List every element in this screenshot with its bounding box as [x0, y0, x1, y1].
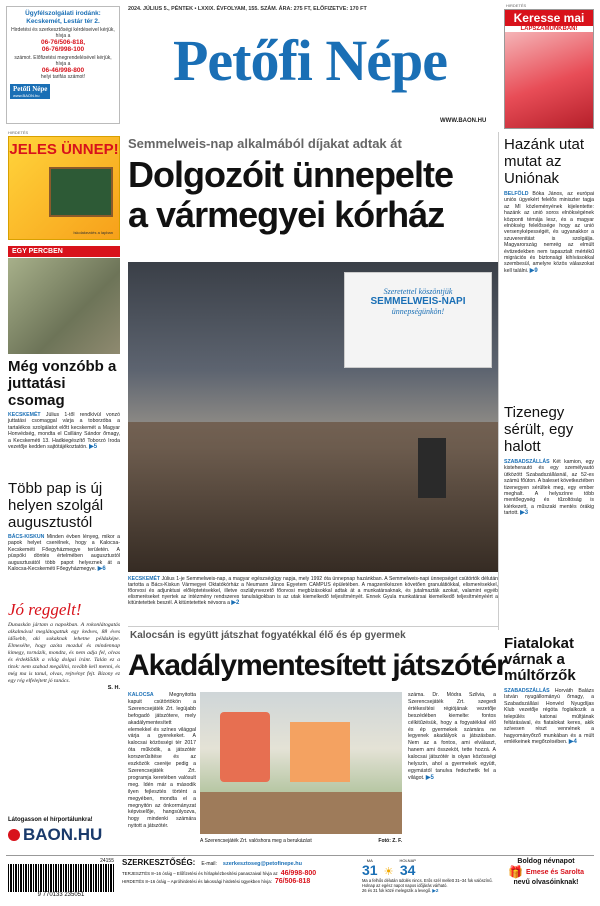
playground-text-2: száma. Dr. Módra Szilvia, a Szerencsejáték Zrt. szegedi értékesítési régiójának vezetője beszédében kiemelte: fontos célkitűzésük, hogy a fogyatékkal élő és ép gyermekek számára ne legyenek akadályok a játszásban. Nem az a fontos, ami elválaszt, hanem ami összeköt, tette hozzá. A kalocsai játszótér is olyan közösségi helyszín, ahol a gyermekek együtt, egymástól tanulva fedezhetik fel a világot.: [408, 692, 496, 781]
play-house: [290, 722, 350, 782]
article-hazank: Hazánk utat mutat az Uniónak BELFÖLD Bóka János, az európai uniós ügyekért felelős miniszter tagja az MI közleményének kijelentette: hazánk az unió soros elnökségének központi témája lesz, és a magyar elnökség felelőssége hogy az unió versenyképességét, és ugyanakkor a szuverenitást is szolgálja. Magyarország nemrég az elmúlt évtizedekben nem tapasztalt mértékű migrációs és biztonsági kihívásokkal szembesül, amelyre közös válaszokat kell találni. ▶9: [504, 136, 594, 274]
service-title: Ügyfélszolgálati irodánk: Kecskemét, Lestár tér 2.: [25, 10, 101, 25]
service-text-2: számot. Előfizetési megrendelésével kérjük, hívja a: [14, 55, 112, 67]
barcode: [8, 858, 114, 902]
a2-location: BÁCS-KISKUN: [8, 534, 45, 540]
weather-today-temp: 31: [362, 862, 378, 878]
ads-line-1: TERJESZTÉS 8–16 óráig – Előfizetési és hírlapkézbesítési panaszaival hívja az: [122, 871, 278, 876]
article-fiatalokat: Fiatalokat várnak a múltőrzők SZABADSZÁLLÁS Horváth Balázs István nyugállományú őrnagy, a Szabadszállási Honvéd Nyugdíjas Klub vezetője régóta foglalkozik a település katonai múltjának feltárásával, és fiatalokat keres, akik szívesen részt vennének a hagyományőrző munkában és a múlt emlékeinek megőrzésében. ▶4: [504, 635, 594, 746]
sun-icon: ☀: [383, 866, 394, 878]
playground-photo: [200, 692, 402, 834]
baon-logo-icon: [8, 829, 20, 841]
phone-1: 06-76/506-818,: [40, 39, 86, 46]
egy-percben-label: EGY PERCBEN: [8, 246, 120, 257]
chalkboard: [49, 167, 113, 217]
email-address[interactable]: szerkesztoseg@petofinepe.hu: [222, 861, 302, 867]
phone-b[interactable]: 76/506-818: [274, 878, 311, 885]
lead-headline[interactable]: [128, 155, 498, 235]
weather-today-label: MA: [366, 858, 373, 863]
jeles-title: JELES ÜNNEP!: [9, 141, 119, 158]
lead-caption-loc: KECSKEMÉT: [128, 576, 160, 582]
playground-text-1: Megnyitotta kapuit csütörtökön a Szerencsejáték Zrt. legújabb befogadó játszótere, mely akadálymentesített elemekkel és színes világgal várja a gyerekeket. A kalocsai közösségi tér 2017 óta működik, a játszótér korszerűsítése és az eszközök cseréje pedig a Szerencsejáték Zrt. programja keretében valósult meg. Idén már a második ilyen fejlesztés történt a megyében, mondta el a megnyitón az önkormányzat képviselője, hangsúlyozva, hogy mindenki számára nyitott a játszótér.: [128, 692, 196, 830]
a2-headline[interactable]: Több pap is új helyen szolgál augusztustól: [8, 480, 104, 531]
a1-ref[interactable]: 5: [93, 444, 98, 451]
baon-domain: BAON.HU: [23, 825, 103, 844]
weather-extra: 26 és 31 fok közé melegszik a levegő.: [362, 887, 432, 893]
lead-photo: [128, 262, 498, 572]
a1-headline[interactable]: Még vonzóbb a juttatási csomag: [8, 358, 117, 409]
article-tizenegy: Tizenegy sérült, egy halott SZABADSZÁLLÁS Két kamion, egy kisteherautó és egy személyautó ütközött Szabadszállásnál, az 52-es számú főúton. A baleset következtében tizenegyen sérültek meg, egy ember meghalt. A helyszínre több mentőegység és tűzoltóság is kiérkezett, a műszaki mentés órákig tartott. ▶3: [504, 404, 594, 517]
lead-kicker: Semmelweis-nap alkalmából díjakat adtak át: [128, 136, 402, 151]
jeles-caption: Iskolakezdés a lapban: [73, 230, 113, 235]
gift-icon: 🎁: [508, 865, 523, 879]
r1-text: Bóka János, az európai uniós ügyekért felelős miniszter tagja az MI közleményének kijelentette: hazánk az unió soros elnökségének központi témája lesz, és a magyar elnökség felelőssége hogy az unió versenyképességét, és ugyanakkor a szuverenitást is szolgálja. Magyarország nemrég az elmúlt évtizedekben nem tapasztalt mértékű migrációs és biztonsági kihívásokkal szembesül, amelyre közös válaszokat kell találni.: [504, 191, 594, 274]
r2-location: SZABADSZÁLLÁS: [504, 459, 550, 465]
weather-ref[interactable]: 2: [435, 887, 439, 893]
article-juttatas: Még vonzóbb a juttatási csomag KECSKEMÉT Július 1-től rendkívül vonzó juttatási csomaggal várja a toborzóba a tartalékos szolgálatot előtt kecskemét a Magyar Honvédség, mondta el Csillány Sándor őrnagy, a Kecskeméti 13. Hadkiegészítő Toborzó Iroda vezetője kedden sajtótájékoztatón. ▶5: [8, 358, 120, 451]
a2-text: Minden évben lényeg, mikor a papok helyet cserélnek, hogy a Kalocsa-Kecskeméti Főegyházmegye területén. A püspöki döntés értelmében augusztustól augusztusától több papot helyeznek át a Kalocsa-Kecskeméti Főegyházmegye.: [8, 534, 120, 573]
soldiers-photo: [8, 258, 120, 354]
masthead-url[interactable]: WWW.BAON.HU: [440, 118, 487, 124]
slide: [220, 712, 270, 782]
masthead-title: Petőfi Népe: [172, 28, 448, 93]
barcode-issue: 24155: [100, 858, 114, 864]
playground-caption: A Szerencsejáték Zrt. valóshora meg a berukázást Fotó: Z. F.: [200, 838, 402, 844]
service-text-3: helyi tarifás számot!: [40, 74, 86, 80]
weather-tomorrow-label: HOLNAP: [399, 858, 416, 863]
ground: [200, 792, 402, 834]
r1-headline[interactable]: Hazánk utat mutat az Uniónak: [504, 136, 585, 187]
auditorium-screen: Szeretettel köszöntjük SEMMELWEIS-NAPI ünnepségünkön!: [344, 272, 492, 368]
email-label: E-mail:: [201, 861, 217, 867]
phone-a[interactable]: 46/998-800: [280, 870, 317, 877]
promo-title: Keresse mai: [505, 10, 593, 26]
dateline: 2024. JÚLIUS 5., PÉNTEK • LXXIX. ÉVFOLYAM, 155. SZÁM. ÁRA: 275 FT, ELŐFIZETVE: 170 FT: [128, 6, 367, 12]
a3-headline: Jó reggelt!: [8, 600, 82, 619]
weather-text: Ma a felhős délután üdülés nincs. Erős szél mellett 31–34 fok valószínű. Holnap az egész napot napos időjárás várható.: [362, 878, 493, 888]
r2-ref[interactable]: 3: [524, 510, 529, 517]
promo-label: HIRDETÉS: [506, 3, 527, 8]
r1-ref[interactable]: 9: [534, 267, 538, 274]
r1-location: BELFÖLD: [504, 191, 529, 197]
lead-headline-1: Dolgozóit ünnepelte: [128, 154, 453, 195]
lead-caption-ref[interactable]: 2: [235, 600, 240, 607]
lead-caption: KECSKEMÉT Július 1-je Semmelweis-nap, a magyar egészségügy napja, mely 1992 óta ünnepnap hazánkban. A Semmelweis-napi ünnepséget csütörtök délután tartotta a Bács-Kiskun Vármegyei Oktatókórház a Neumann János Egyetem CAMPUS épületében. A magzenikészen követően granulátiókkal, elismerésekkel, főorvosi és adjunktusi előléptetésekkel, illetve oszlálynvezető főorvosi megbízásokkal adtak át a munkatársaknak, és jutalmazták azokat, valamint egyéb elismeréseket nyertek az intézmény rendszeres tanulságokban is az utak kiemelkedő teljesítményét. Ennek Gyula munkatársai kiemelkedő teljesítményéért a kitüntetettek beszél. A kitüntetettek névsora a ▶2: [128, 576, 498, 607]
service-text: Hirdetési és szerkesztőségi kérdéseivel kérjük, hívja a: [11, 27, 115, 39]
a3-text: Dunaskán jártam a napokban. A rokonlátogatás alkalmával meglátogattuk egy kedves, 88 éves idősebb, aki sokaknak lehetne példaképe. Elmesélte, hogy azóta mozdul és mindennap kimegy, tornázik, mondta, és nem adja fel, olvas és érdeklődik a világ dolgai iránt. Talán ez a titok: nem szabad megállni, tovább kell menni, és még ma is tanul, olvas, rejtvényt fejt. Bizony ez egy rég elfelejtett jó tanács.: [8, 622, 120, 684]
speaker-podium: [418, 438, 446, 498]
promo-subtitle: LAPSZÁMUNKBAN!: [505, 26, 593, 32]
r3-location: SZABADSZÁLLÁS: [504, 688, 550, 694]
a3-sign: S. H.: [107, 685, 120, 691]
playground-loc: KALOCSA: [128, 692, 154, 698]
nameday-names: Emese és Sarolta: [525, 868, 584, 876]
editorial-box: [122, 858, 358, 904]
lead-headline-2: a vármegyei kórház: [128, 194, 445, 235]
jeles-unnep-ad[interactable]: [8, 136, 120, 240]
nameday-box: [498, 858, 594, 904]
service-box: [6, 6, 120, 124]
playground-headline[interactable]: Akadálymentesített játszótér: [128, 649, 507, 682]
nameday-label: Boldog névnapot: [517, 858, 575, 865]
baon-label: Látogasson el hírportálunkra!: [8, 817, 93, 823]
barcode-number: 9 770133 235051: [37, 892, 85, 898]
r3-ref[interactable]: 4: [573, 739, 577, 746]
phone-2: 06-76/998-100: [41, 46, 85, 53]
a1-text: Július 1-től rendkívül vonzó juttatási csomaggal várja a toborzóba a tartalékos szolgálatot előtt kecskemét a Magyar Honvédség, mondta el Csillány Sándor őrnagy, a Kecskeméti 13. Hadkiegészítő Toborzó Iroda vezetője kedden sajtótájékoztatón.: [8, 412, 120, 451]
jo-reggelt-column: [8, 600, 120, 691]
weather-box: MA 31 ☀ HOLNAP 34 Ma a felhős délután üdülés nincs. Erős szél mellett 31–34 fok valószínű. Holnap az egész napot napos időjárás várható. 26 és 31 fok közé melegszik a levegő. ▶2: [362, 858, 493, 893]
article-pap: Több pap is új helyen szolgál augusztustól BÁCS-KISKUN Minden évben lényeg, mikor a papok helyet cserélnek, hogy a Kalocsa-Kecskeméti Főegyházmegye területén. A püspöki döntés értelmében augusztustól augusztusától több papot helyeznek át a Kalocsa-Kecskeméti Főegyházmegye. ▶6: [8, 480, 120, 573]
small-logo: Petőfi Népe www.BAON.hu: [10, 84, 50, 99]
playground-col1: [128, 692, 196, 830]
ads-line-2: HIRDETÉS 8–16 óráig – Apróhirdetési és lakossági hirdetési ügyekben hívja:: [122, 879, 272, 884]
phone-3: 06-46/998-800: [41, 67, 85, 74]
playground-ref[interactable]: 5: [430, 774, 434, 781]
baon-promo[interactable]: [8, 817, 120, 845]
jeles-label: HIRDETÉS: [8, 130, 29, 135]
lead-caption-text: Július 1-je Semmelweis-nap, a magyar egészségügy napja, mely 1992 óta ünnepnap hazánkban. A Semmelweis-napi ünnepséget csütörtök délután tartotta a Bács-Kiskun Vármegyei Oktatókórház a Neumann János Egyetem CAMPUS épületében. A magzenikészen követően granulátiókkal, elismerésekkel, főorvosi és adjunktusi előléptetésekkel, illetve oszlálynvezető főorvosi megbízásokkal adtak át a munkatársaknak, és jutalmazták azokat, valamint egyéb elismeréseket nyertek az intézmény rendszeres tanulságokban is az utak kiemelkedő teljesítményét. Ennek Gyula munkatársai kiemelkedő teljesítményéért a kitüntetettek beszél. A kitüntetettek névsora a: [128, 576, 498, 607]
a1-location: KECSKEMÉT: [8, 412, 41, 418]
r2-headline[interactable]: Tizenegy sérült, egy halott: [504, 404, 574, 455]
editorial-label: SZERKESZTŐSÉG:: [122, 858, 196, 867]
barcode-bars: [8, 864, 114, 892]
a2-ref[interactable]: 6: [102, 566, 106, 573]
nameday-sub: nevű olvasóinknak!: [513, 879, 579, 886]
r3-headline[interactable]: Fiatalokat várnak a múltőrzők: [504, 635, 576, 684]
promo-magazine[interactable]: [504, 9, 594, 129]
r3-text: Horváth Balázs István nyugállományú őrnagy, a Szabadszállási Honvéd Nyugdíjas Klub vezetője régóta foglalkozik a település katonai múltjának feltárásával, és fiatalokat keres, akik szívesen részt vennének a hagyományőrző munkában és a múlt emlékeinek megőrzésében.: [504, 688, 594, 746]
playground-kicker: Kalocsán is együtt játszhat fogyatékkal élő és ép gyermek: [130, 630, 406, 641]
weather-tomorrow-temp: 34: [399, 862, 416, 878]
r2-text: Két kamion, egy kisteherautó és egy személyautó ütközött Szabadszállásnál, az 52-es számú főúton. A baleset következtében tizenegyen sérültek meg, egy ember meghalt. A helyszínre több mentőegység és tűzoltóság is kiérkezett, a műszaki mentés órákig tartott.: [504, 459, 594, 517]
playground-col2: száma. Dr. Módra Szilvia, a Szerencsejáték Zrt. szegedi értékesítési régiójának vezetője beszédében kiemelte: fontos célkitűzésük, hogy a fogyatékkal élő és ép gyermekek számára ne legyenek akadályok a játszásban. Nem az a fontos, ami elválaszt, hanem ami összeköt, tette hozzá. A kalocsai játszótér is olyan közösségi helyszín, ahol a gyermekek együtt, egymástól tanulva fedezhetik fel a világot. ▶5: [408, 692, 496, 781]
